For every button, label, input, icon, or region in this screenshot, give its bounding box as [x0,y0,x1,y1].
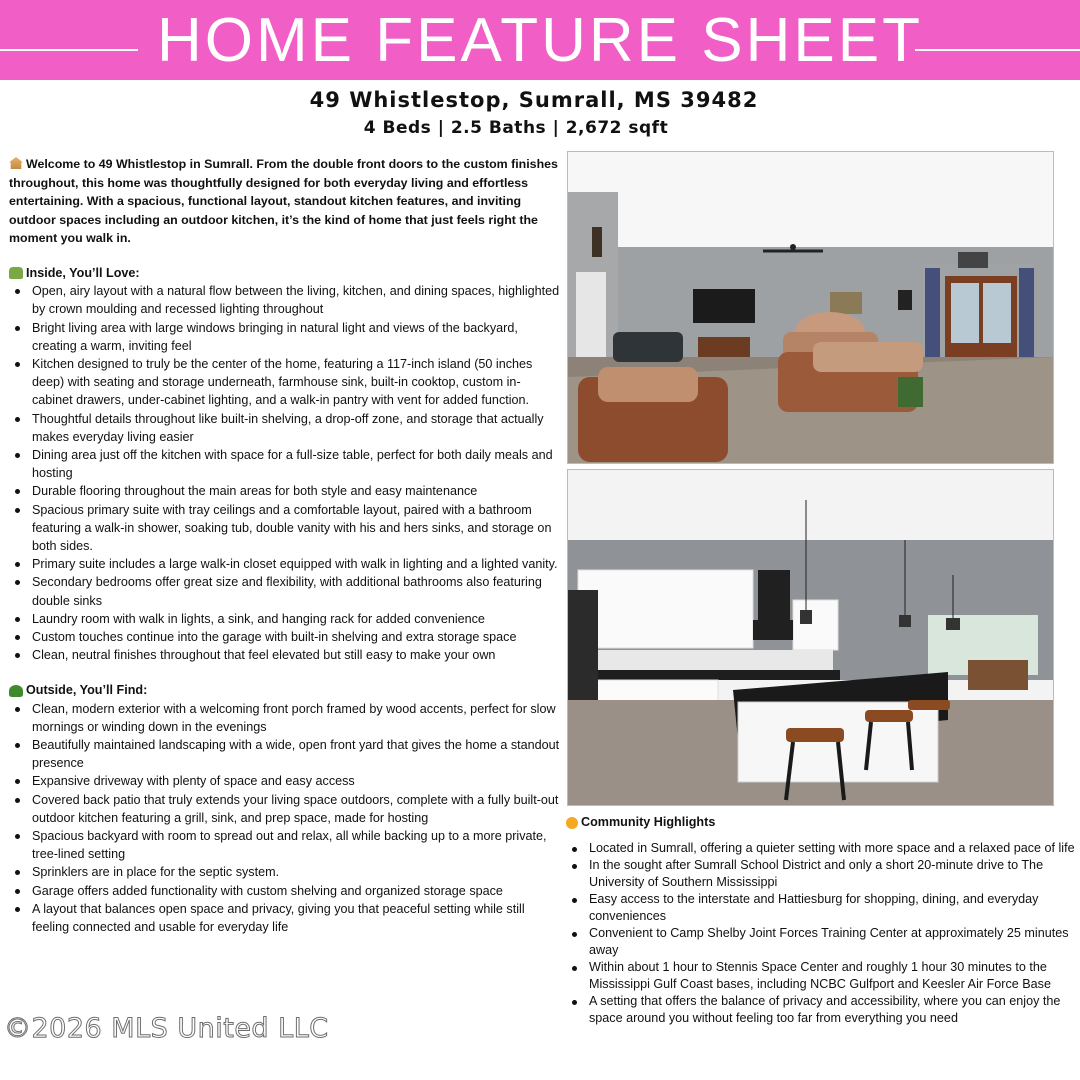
intro-paragraph [9,155,561,248]
sun-icon [566,817,578,829]
community-highlight-item: Easy access to the interstate and Hattiesburg for shopping, dining, and everyday conveniences [566,891,1076,925]
inside-feature-item: Open, airy layout with a natural flow between the living, kitchen, and dining spaces, highlighted by crown moulding and recessed lighting throughout [9,282,561,318]
outside-feature-item: Spacious backyard with room to spread out and relax, all while backing up to a more private, tree-lined setting [9,827,561,863]
outside-feature-item: Clean, modern exterior with a welcoming front porch framed by wood accents, perfect for slow mornings or winding down in the evenings [9,700,561,736]
page-title: HOME FEATURE SHEET [157,6,923,75]
outside-feature-item: A layout that balances open space and privacy, giving you that peaceful setting while still feeling connected and usable for everyday life [9,900,561,936]
community-highlight-item: Within about 1 hour to Stennis Space Center and roughly 1 hour 30 minutes to the Mississippi Gulf Coast bases, including NCBC Gulfport and Keesler Air Force Base [566,959,1076,993]
outside-feature-item: Covered back patio that truly extends your living space outdoors, complete with a fully built-out outdoor kitchen featuring a grill, sink, and prep space, made for hosting [9,791,561,827]
community-highlight-item: A setting that offers the balance of privacy and accessibility, where you can enjoy the space around you without feeling too far from everything you need [566,993,1076,1027]
outside-feature-item: Beautifully maintained landscaping with a wide, open front yard that gives the home a standout presence [9,736,561,772]
community-highlight-item: Located in Sumrall, offering a quieter setting with more space and a relaxed pace of life [566,840,1076,857]
outside-feature-item: Expansive driveway with plenty of space and easy access [9,772,561,790]
community-highlight-item: In the sought after Sumrall School District and only a short 20-minute drive to The University of Southern Mississippi [566,857,1076,891]
inside-feature-item: Spacious primary suite with tray ceilings and a comfortable layout, paired with a bathroom featuring a walk-in shower, soaking tub, double vanity with his and hers sinks, and storage on both sides. [9,501,561,556]
inside-feature-item: Bright living area with large windows bringing in natural light and views of the backyard, creating a warm, inviting feel [9,319,561,355]
inside-feature-item: Kitchen designed to truly be the center of the home, featuring a 117-inch island (50 inches deep) with seating and storage underneath, farmhouse sink, built-in cooktop, custom in-cabinet drawers, under-cabinet lighting, and a walk-in pantry with vent for added function. [9,355,561,410]
property-facts: 4 Beds | 2.5 Baths | 2,672 sqft [363,118,669,138]
outside-heading-label: Outside, You’ll Find: [26,683,148,698]
couch-icon [9,267,23,279]
outside-feature-item: Sprinklers are in place for the septic system. [9,863,561,881]
inside-feature-item: Dining area just off the kitchen with space for a full-size table, perfect for both daily meals and hosting [9,446,561,482]
community-heading-label: Community Highlights [581,815,716,829]
community-list [566,840,1076,1027]
inside-feature-item: Durable flooring throughout the main areas for both style and easy maintenance [9,482,561,500]
living-room-photo [567,151,1054,464]
tree-icon [9,685,23,697]
outside-feature-item: Garage offers added functionality with custom shelving and organized storage space [9,882,561,900]
inside-heading [9,264,561,282]
intro-text: Welcome to 49 Whistlestop in Sumrall. From the double front doors to the custom finishes throughout, this home was thoughtfully designed for both everyday living and effortless entertaining. With a spacious, functional layout, standout kitchen features, and inviting outdoor spaces including an outdoor kitchen, it’s the kind of home that just feels right the moment you walk in. [9,157,558,246]
title-banner [0,0,1080,80]
inside-feature-item: Custom touches continue into the garage with built-in shelving and extra storage space [9,628,561,646]
inside-feature-item: Secondary bedrooms offer great size and flexibility, with additional bathrooms also featuring double sinks [9,573,561,609]
inside-heading-label: Inside, You’ll Love: [26,265,140,280]
community-section [566,814,1076,1027]
feature-column [9,155,561,936]
kitchen-photo [567,469,1054,806]
outside-feature-list [9,700,561,937]
community-highlight-item: Convenient to Camp Shelby Joint Forces Training Center at approximately 25 minutes away [566,925,1076,959]
house-icon [9,157,23,169]
inside-feature-item: Primary suite includes a large walk-in closet equipped with walk in lighting and a lighted vanity. [9,555,561,573]
copyright-watermark: ©2026 MLS United LLC [4,1013,329,1044]
inside-feature-item: Laundry room with walk in lights, a sink, and hanging rack for added convenience [9,610,561,628]
inside-feature-item: Clean, neutral finishes throughout that feel elevated but still easy to make your own [9,646,561,664]
inside-feature-item: Thoughtful details throughout like built-in shelving, a drop-off zone, and storage that actually makes everyday living easier [9,410,561,446]
inside-feature-list [9,282,561,664]
property-address: 49 Whistlestop, Sumrall, MS 39482 [309,88,759,112]
outside-heading [9,681,561,699]
community-heading [566,814,1076,831]
